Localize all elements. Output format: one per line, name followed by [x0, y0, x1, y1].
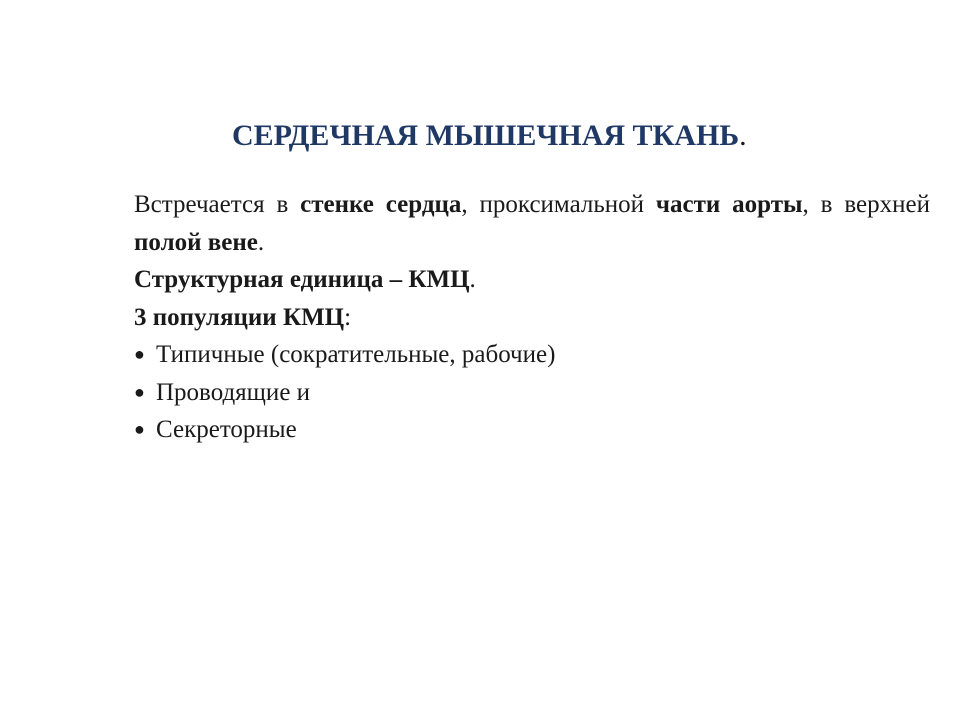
location-text-2: , проксимальной — [461, 191, 656, 218]
location-text-3: , в верхней — [802, 191, 930, 218]
structural-unit-period: . — [469, 266, 476, 293]
bullet-text: Проводящие и — [156, 378, 311, 406]
bullet-text: Типичные (сократительные, рабочие) — [156, 341, 556, 368]
slide-body — [134, 186, 930, 449]
bullet-dot-icon: ● — [134, 381, 145, 402]
title-text: СЕРДЕЧНАЯ МЫШЕЧНАЯ ТКАНЬ — [232, 119, 740, 152]
bullet-text: Секреторные — [156, 416, 297, 443]
populations-colon: : — [344, 303, 352, 331]
location-heart-wall: стенке сердца — [300, 191, 462, 218]
structural-unit-line — [134, 261, 930, 299]
location-text-1: Встречается в — [134, 191, 301, 218]
slide-title — [232, 112, 747, 160]
bullet-dot-icon: ● — [134, 419, 145, 439]
populations-bold: 3 популяции КМЦ — [134, 303, 345, 331]
bullet-dot-icon: ● — [134, 344, 145, 364]
bullet-item-secretory — [134, 411, 930, 449]
location-paragraph — [134, 186, 930, 261]
bullet-item-typical — [134, 336, 930, 374]
location-text-4: . — [257, 228, 265, 256]
structural-unit-bold: Структурная единица – КМЦ — [134, 266, 470, 293]
location-vena-cava: полой вене — [134, 228, 258, 256]
bullet-item-conducting — [134, 374, 930, 412]
populations-line — [134, 299, 930, 337]
location-aorta: части аорты — [655, 191, 803, 218]
title-period: . — [739, 119, 747, 152]
